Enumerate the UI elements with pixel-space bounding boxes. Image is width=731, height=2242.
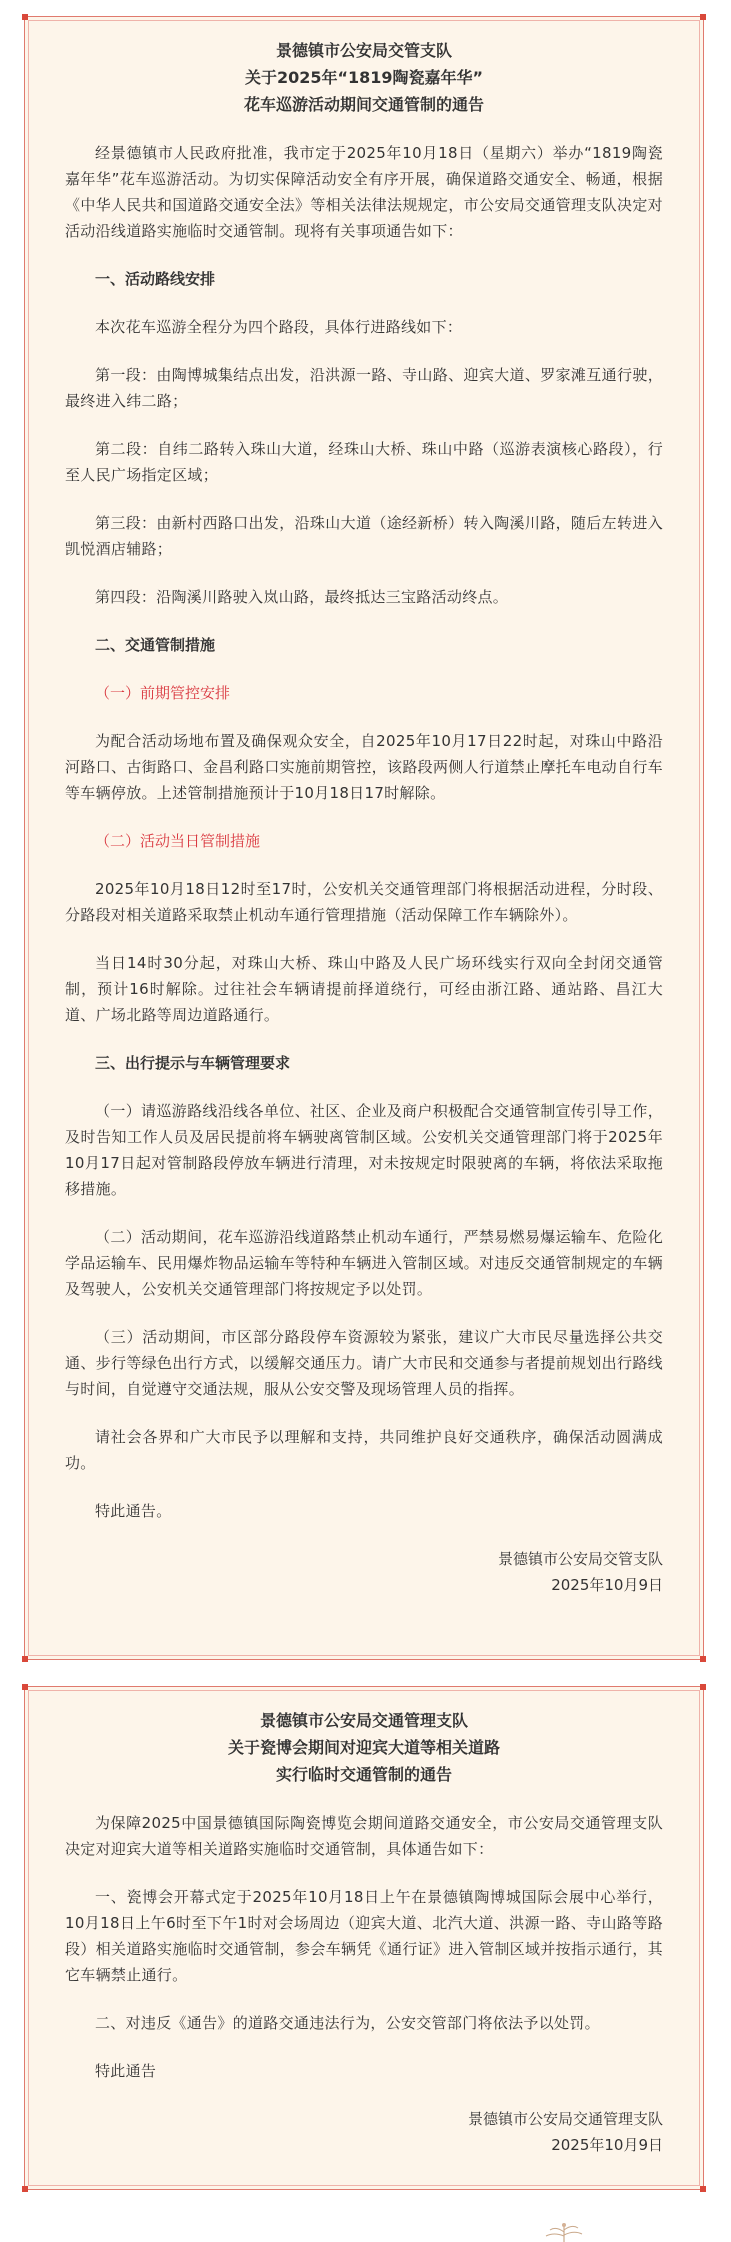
signature-date: 2025年10月9日 [551,2136,663,2154]
section-heading-tips: 三、出行提示与车辆管理要求 [95,1054,291,1072]
signature: 景德镇市公安局交通管理支队 [467,2110,663,2128]
corner-ornament-icon [700,14,706,20]
notice-card-traffic-control-parade [24,16,704,1660]
subheading-early-control: （一）前期管控安排 [95,684,231,702]
route-segment-1: 第一段：由陶博城集结点出发，沿洪源一路、寺山路、迎宾大道、罗家滩互通行驶，最终进入纬二路； [65,366,663,410]
corner-ornament-icon [700,1656,706,1662]
tips-item-2: （二）活动期间，花车巡游沿线道路禁止机动车通行，严禁易燃易爆运输车、危险化学品运输车、民用爆炸物品运输车等特种车辆进入管制区域。对违反交通管制规定的车辆及驾驶人，公安机关交通管理部门将按规定予以处罚。 [65,1228,663,1298]
notice-title-line: 花车巡游活动期间交通管制的通告 [243,95,484,114]
notice-title [65,37,663,118]
corner-ornament-icon [22,1656,28,1662]
route-segment-3: 第三段：由新村西路口出发，沿珠山大道（途经新桥）转入陶溪川路，随后左转进入凯悦酒店辅路； [65,514,663,558]
notice-title [65,1707,663,1788]
notice-title-line: 关于2025年“1819陶瓷嘉年华” [244,68,484,87]
intro-paragraph: 为保障2025中国景德镇国际陶瓷博览会期间道路交通安全，市公安局交通管理支队决定对迎宾大道等相关道路实施临时交通管制，具体通告如下： [65,1814,663,1858]
day-control-paragraph: 当日14时30分起，对珠山大桥、珠山中路及人民广场环线实行双向全封闭交通管制，预计16时解除。过往社会车辆请提前择道绕行，可经由浙江路、通站路、昌江大道、广场北路等周边道路通行。 [65,954,663,1024]
signature-date: 2025年10月9日 [551,1576,663,1594]
corner-ornament-icon [700,2186,706,2192]
subheading-day-control: （二）活动当日管制措施 [95,832,261,850]
day-control-paragraph: 2025年10月18日12时至17时，公安机关交通管理部门将根据活动进程，分时段、分路段对相关道路采取禁止机动车通行管理措施（活动保障工作车辆除外）。 [65,880,663,924]
tips-item-3: （三）活动期间，市区部分路段停车资源较为紧张，建议广大市民尽量选择公共交通、步行等绿色出行方式，以缓解交通压力。请广大市民和交通参与者提前规划出行路线与时间，自觉遵守交通法规，服从公安交警及现场管理人员的指挥。 [65,1328,663,1398]
section-heading-measures: 二、交通管制措施 [95,636,216,654]
notice-title-line: 实行临时交通管制的通告 [275,1765,452,1784]
signature: 景德镇市公安局交管支队 [497,1550,663,1568]
corner-ornament-icon [700,1684,706,1690]
section-heading-route: 一、活动路线安排 [95,270,216,288]
notice-title-line: 景德镇市公安局交管支队 [275,41,452,60]
closing-paragraph: 请社会各界和广大市民予以理解和支持，共同维护良好交通秩序，确保活动圆满成功。 [65,1428,663,1472]
notice-title-line: 景德镇市公安局交通管理支队 [259,1711,468,1730]
early-control-paragraph: 为配合活动场地布置及确保观众安全，自2025年10月17日22时起，对珠山中路沿河路口、古街路口、金昌利路口实施前期管控，该路段两侧人行道禁止摩托车电动自行车等车辆停放。上述管制措施预计于10月18日17时解除。 [65,732,663,802]
notice-card-ceramic-expo [24,1686,704,2190]
intro-paragraph: 经景德镇市人民政府批准，我市定于2025年10月18日（星期六）举办“1819陶瓷嘉年华”花车巡游活动。为切实保障活动安全有序开展，确保道路交通安全、畅通，根据《中华人民共和国道路交通安全法》等相关法律法规规定，市公安局交通管理支队决定对活动沿线道路实施临时交通管制。现将有关事项通告如下： [65,144,663,240]
announce-line: 特此通告。 [95,1502,172,1520]
announce-line: 特此通告 [95,2062,157,2080]
corner-ornament-icon [22,2186,28,2192]
notice-title-line: 关于瓷博会期间对迎宾大道等相关道路 [227,1738,500,1757]
decorative-plant-icon [540,2218,588,2242]
tips-item-1: （一）请巡游路线沿线各单位、社区、企业及商户积极配合交通管制宣传引导工作，及时告知工作人员及居民提前将车辆驶离管制区域。公安机关交通管理部门将于2025年10月17日起对管制路段停放车辆进行清理，对未按规定时限驶离的车辆，将依法采取拖移措施。 [65,1102,663,1198]
section-intro: 本次花车巡游全程分为四个路段，具体行进路线如下： [95,318,463,336]
expo-item-2: 二、对违反《通告》的道路交通违法行为，公安交管部门将依法予以处罚。 [95,2014,600,2032]
corner-ornament-icon [22,1684,28,1690]
route-segment-2: 第二段：自纬二路转入珠山大道，经珠山大桥、珠山中路（巡游表演核心路段），行至人民广场指定区域； [65,440,663,484]
corner-ornament-icon [22,14,28,20]
expo-item-1: 一、瓷博会开幕式定于2025年10月18日上午在景德镇陶博城国际会展中心举行，10月18日上午6时至下午1时对会场周边（迎宾大道、北汽大道、洪源一路、寺山路等路段）相关道路实施临时交通管制，参会车辆凭《通行证》进入管制区域并按指示通行，其它车辆禁止通行。 [65,1888,663,1984]
route-segment-4: 第四段：沿陶溪川路驶入岚山路，最终抵达三宝路活动终点。 [95,588,509,606]
